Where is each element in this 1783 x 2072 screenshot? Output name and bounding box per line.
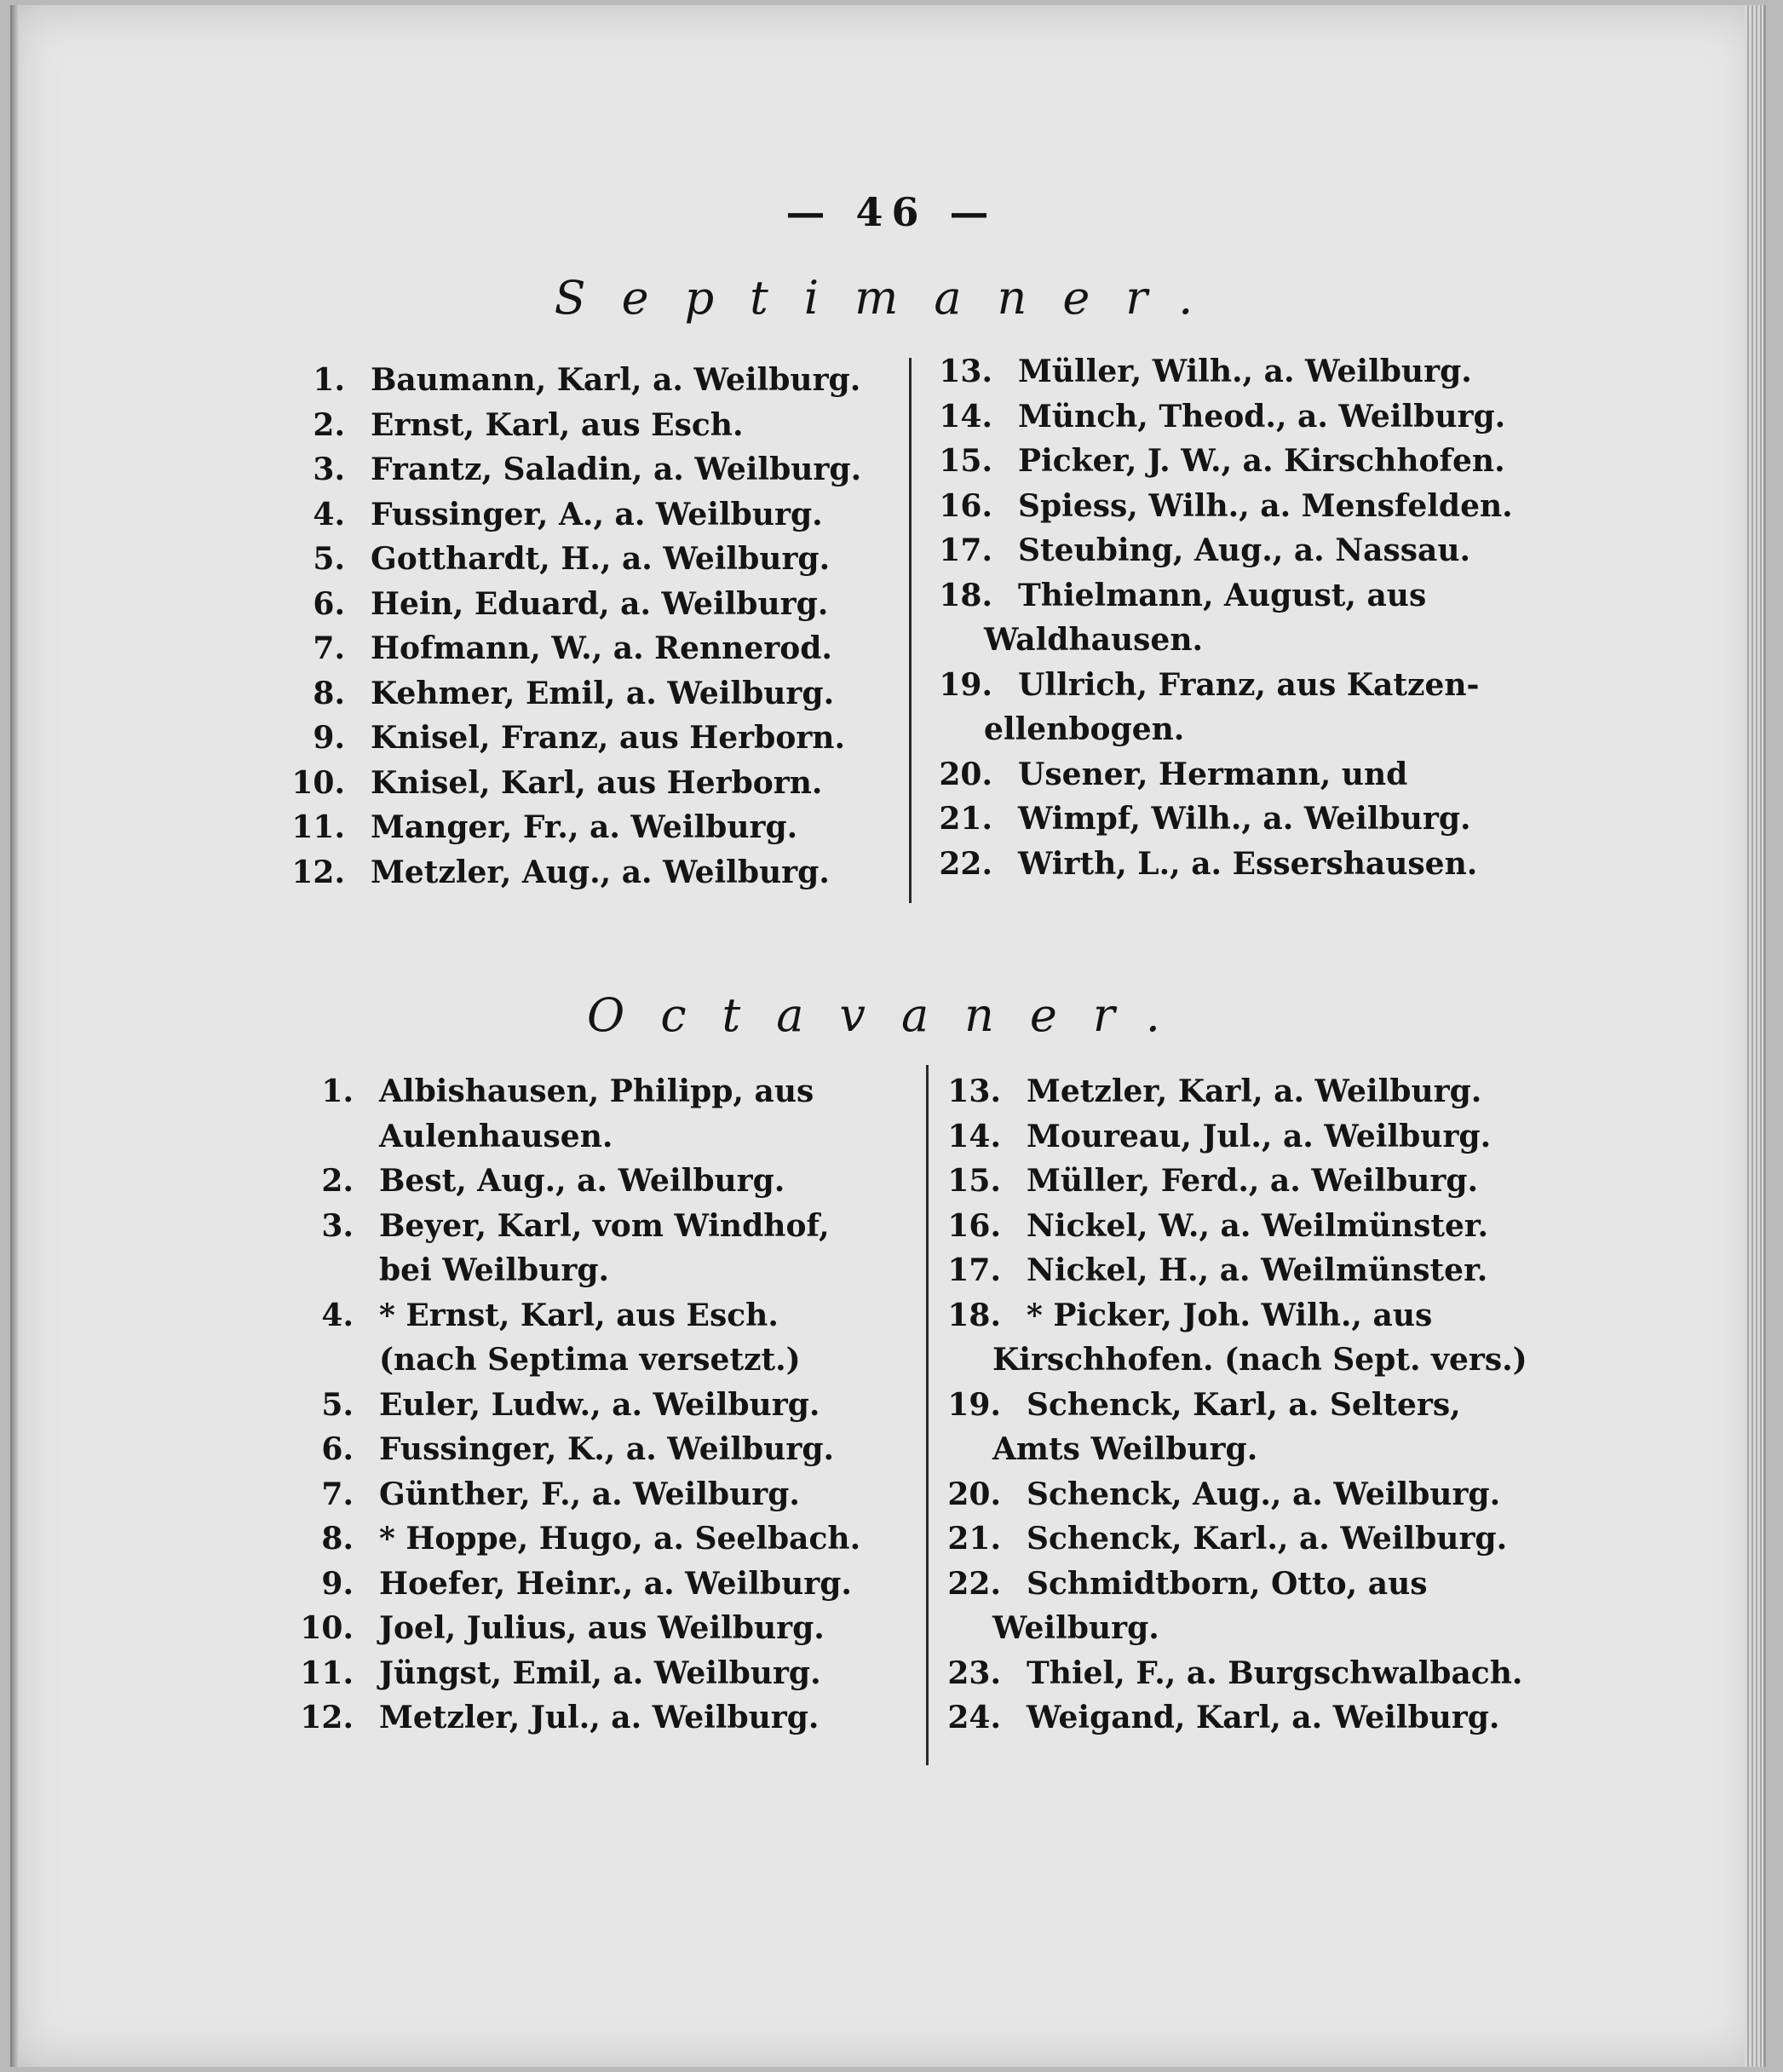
entry-number: 7. — [313, 630, 345, 666]
entry-text: * Picker, Joh. Wilh., aus — [1027, 1297, 1433, 1333]
list-item — [929, 1651, 1559, 1696]
list-item — [929, 1204, 1559, 1249]
entry-text: Wirth, L., a. Essershausen. — [1018, 845, 1478, 882]
entry-text: Hein, Eduard, a. Weilburg. — [371, 585, 829, 622]
list-item — [273, 492, 860, 538]
entry-text: Best, Aug., a. Weilburg. — [379, 1163, 785, 1199]
list-item — [281, 1562, 894, 1607]
entry-text: Frantz, Saladin, a. Weilburg. — [371, 452, 862, 487]
entry-number: 3. — [313, 452, 345, 487]
list-item — [273, 582, 860, 627]
list-item — [281, 1472, 894, 1517]
entry-number: 20. — [939, 756, 992, 792]
page-number: — 46 — — [785, 189, 998, 235]
entry-number: 1. — [313, 362, 345, 398]
entry-number: 7. — [321, 1476, 354, 1512]
entry-number: 23. — [947, 1655, 1001, 1691]
list-item — [920, 528, 1550, 573]
list-item — [273, 716, 860, 761]
list-item — [281, 1427, 894, 1472]
octavaner-list-left — [281, 1069, 894, 1741]
entry-text: Beyer, Karl, vom Windhof, — [379, 1207, 830, 1244]
entry-number: 13. — [939, 354, 992, 389]
section-heading-octavaner: Octavaner. — [587, 988, 1196, 1042]
list-item — [929, 1293, 1559, 1338]
entry-number: 21. — [947, 1521, 1001, 1557]
list-item — [281, 1293, 894, 1338]
list-item — [281, 1159, 894, 1204]
list-item — [273, 358, 860, 403]
entry-number: 17. — [939, 532, 992, 568]
section-heading-septimaner: Septimaner. — [554, 271, 1229, 325]
list-item — [929, 1159, 1559, 1204]
entry-number: 14. — [939, 398, 992, 435]
list-item — [273, 850, 860, 895]
entry-text: Ernst, Karl, aus Esch. — [371, 406, 744, 443]
entry-text: Schmidtborn, Otto, aus — [1027, 1565, 1428, 1602]
entry-number: 9. — [313, 720, 345, 756]
entry-number: 15. — [939, 443, 992, 479]
entry-number: 19. — [939, 666, 992, 703]
entry-continuation: Amts Weilburg. — [992, 1431, 1258, 1467]
septimaner-list-left — [273, 358, 860, 895]
entry-text: Steubing, Aug., a. Nassau. — [1018, 532, 1471, 568]
entry-number: 6. — [321, 1431, 354, 1467]
entry-number: 1. — [321, 1073, 354, 1109]
list-item — [920, 484, 1550, 529]
list-item — [920, 663, 1550, 708]
list-item — [929, 1069, 1559, 1114]
entry-text: Schenck, Karl., a. Weilburg. — [1027, 1521, 1508, 1557]
entry-text: Münch, Theod., a. Weilburg. — [1018, 398, 1506, 435]
septimaner-list-right — [920, 349, 1550, 886]
entry-text: Knisel, Karl, aus Herborn. — [371, 764, 823, 801]
entry-text: Weigand, Karl, a. Weilburg. — [1027, 1700, 1500, 1735]
entry-text: Hoefer, Heinr., a. Weilburg. — [379, 1565, 852, 1602]
entry-text: Thielmann, August, aus — [1018, 577, 1427, 613]
list-item — [281, 1069, 894, 1114]
entry-text: Manger, Fr., a. Weilburg. — [371, 809, 798, 845]
list-item — [273, 403, 860, 448]
entry-number: 18. — [947, 1297, 1001, 1333]
entry-number: 13. — [947, 1073, 1001, 1109]
entry-number: 2. — [321, 1163, 354, 1199]
entry-text: Euler, Ludw., a. Weilburg. — [379, 1386, 820, 1423]
entry-number: 19. — [947, 1386, 1001, 1423]
list-item — [920, 752, 1550, 797]
list-item — [929, 1383, 1559, 1428]
entry-text: Metzler, Aug., a. Weilburg. — [371, 854, 830, 890]
column-divider — [909, 358, 912, 903]
entry-number: 22. — [947, 1565, 1001, 1602]
entry-number: 21. — [939, 801, 992, 837]
entry-number: 5. — [321, 1386, 354, 1423]
list-item — [929, 1695, 1559, 1741]
list-item — [281, 1517, 894, 1562]
entry-text: Moureau, Jul., a. Weilburg. — [1027, 1118, 1492, 1154]
entry-text: Spiess, Wilh., a. Mensfelden. — [1018, 487, 1513, 524]
list-item — [281, 1651, 894, 1696]
entry-continuation: Weilburg. — [992, 1610, 1159, 1646]
list-item — [929, 1248, 1559, 1293]
entry-text: Thiel, F., a. Burgschwalbach. — [1027, 1655, 1523, 1691]
list-item — [281, 1204, 894, 1249]
entry-text: Günther, F., a. Weilburg. — [379, 1476, 800, 1512]
list-item — [920, 394, 1550, 440]
list-item — [920, 797, 1550, 842]
entry-continuation: (nach Septima versetzt.) — [379, 1342, 801, 1378]
octavaner-list-right — [929, 1069, 1559, 1741]
entry-number: 17. — [947, 1252, 1001, 1288]
entry-number: 20. — [947, 1476, 1001, 1512]
entry-text: Albishausen, Philipp, aus — [379, 1073, 814, 1109]
list-item — [273, 761, 860, 806]
entry-continuation: ellenbogen. — [984, 711, 1185, 747]
list-item — [920, 439, 1550, 484]
list-item — [273, 805, 860, 850]
entry-number: 3. — [321, 1207, 354, 1244]
entry-number: 12. — [300, 1700, 354, 1735]
list-item — [273, 671, 860, 717]
entry-number: 22. — [939, 845, 992, 882]
entry-text: Fussinger, A., a. Weilburg. — [371, 496, 823, 532]
list-item — [273, 537, 860, 582]
entry-continuation: Aulenhausen. — [379, 1118, 613, 1154]
list-item — [273, 447, 860, 492]
entry-text: * Hoppe, Hugo, a. Seelbach. — [379, 1521, 861, 1557]
list-item — [929, 1562, 1559, 1607]
list-item — [929, 1517, 1559, 1562]
entry-text: Kehmer, Emil, a. Weilburg. — [371, 675, 835, 711]
entry-text: * Ernst, Karl, aus Esch. — [379, 1297, 779, 1333]
list-item — [920, 349, 1550, 394]
entry-continuation: Kirschhofen. (nach Sept. vers.) — [992, 1342, 1527, 1378]
list-item — [281, 1695, 894, 1741]
list-item — [273, 626, 860, 671]
entry-text: Wimpf, Wilh., a. Weilburg. — [1018, 801, 1471, 837]
list-item — [920, 842, 1550, 887]
list-item — [281, 1606, 894, 1651]
entry-text: Picker, J. W., a. Kirschhofen. — [1018, 443, 1505, 479]
entry-text: Metzler, Karl, a. Weilburg. — [1027, 1073, 1482, 1109]
entry-number: 6. — [313, 585, 345, 622]
entry-number: 5. — [313, 541, 345, 577]
entry-number: 10. — [291, 764, 345, 801]
entry-text: Schenck, Karl, a. Selters, — [1027, 1386, 1461, 1423]
entry-number: 24. — [947, 1700, 1001, 1735]
list-item — [920, 573, 1550, 619]
entry-text: Nickel, H., a. Weilmünster. — [1027, 1252, 1488, 1288]
entry-text: Joel, Julius, aus Weilburg. — [379, 1610, 825, 1646]
entry-number: 15. — [947, 1163, 1001, 1199]
entry-text: Knisel, Franz, aus Herborn. — [371, 720, 845, 756]
entry-number: 12. — [291, 854, 345, 890]
entry-text: Nickel, W., a. Weilmünster. — [1027, 1207, 1489, 1244]
entry-number: 2. — [313, 406, 345, 443]
entry-text: Müller, Wilh., a. Weilburg. — [1018, 354, 1472, 389]
list-item — [929, 1472, 1559, 1517]
entry-text: Hofmann, W., a. Rennerod. — [371, 630, 832, 666]
entry-continuation: bei Weilburg. — [379, 1252, 610, 1288]
entry-text: Schenck, Aug., a. Weilburg. — [1027, 1476, 1501, 1512]
entry-number: 16. — [947, 1207, 1001, 1244]
entry-number: 10. — [300, 1610, 354, 1646]
entry-text: Gotthardt, H., a. Weilburg. — [371, 541, 831, 577]
entry-number: 8. — [321, 1521, 354, 1557]
entry-text: Müller, Ferd., a. Weilburg. — [1027, 1163, 1479, 1199]
list-item — [281, 1383, 894, 1428]
entry-text: Usener, Hermann, und — [1018, 756, 1408, 792]
entry-text: Jüngst, Emil, a. Weilburg. — [379, 1655, 821, 1691]
entry-text: Ullrich, Franz, aus Katzen- — [1018, 666, 1480, 703]
entry-number: 11. — [291, 809, 345, 845]
entry-number: 16. — [939, 487, 992, 524]
entry-text: Fussinger, K., a. Weilburg. — [379, 1431, 835, 1467]
entry-number: 4. — [313, 496, 345, 532]
entry-number: 18. — [939, 577, 992, 613]
entry-number: 14. — [947, 1118, 1001, 1154]
entry-number: 8. — [313, 675, 345, 711]
entry-text: Baumann, Karl, a. Weilburg. — [371, 362, 861, 398]
list-item — [929, 1114, 1559, 1160]
entry-number: 11. — [300, 1655, 354, 1691]
entry-continuation: Waldhausen. — [984, 622, 1204, 658]
entry-number: 9. — [321, 1565, 354, 1602]
entry-number: 4. — [321, 1297, 354, 1333]
entry-text: Metzler, Jul., a. Weilburg. — [379, 1700, 820, 1735]
